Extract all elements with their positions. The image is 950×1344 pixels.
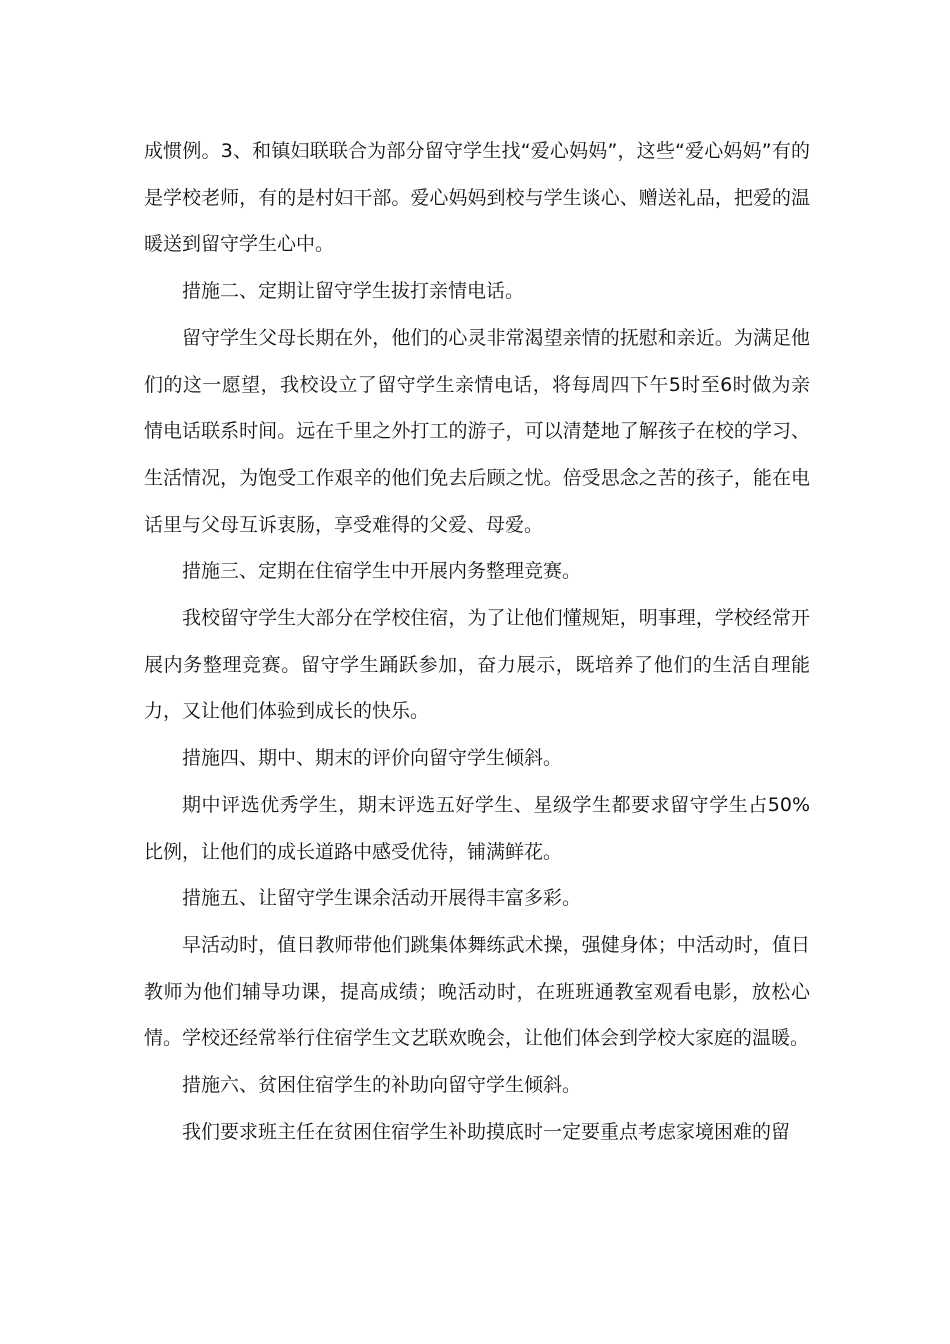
paragraph: 我校留守学生大部分在学校住宿，为了让他们懂规矩，明事理，学校经常开展内务整理竞赛。留守学生踊跃参加，奋力展示，既培养了他们的生活自理能力，又让他们体验到成长的快乐。	[144, 607, 810, 723]
measure-heading: 措施三、定期在住宿学生中开展内务整理竞赛。	[182, 560, 582, 583]
document-body	[144, 128, 810, 1155]
paragraph: 期中评选优秀学生，期末评选五好学生、星级学生都要求留守学生占50%比例，让他们的成长道路中感受优待，铺满鲜花。	[144, 793, 810, 863]
measure-heading: 措施五、让留守学生课余活动开展得丰富多彩。	[182, 887, 582, 910]
measure-heading: 措施六、贫困住宿学生的补助向留守学生倾斜。	[182, 1074, 582, 1097]
measure-heading: 措施二、定期让留守学生拔打亲情电话。	[182, 280, 525, 303]
measure-heading: 措施四、期中、期末的评价向留守学生倾斜。	[182, 747, 563, 770]
paragraph: 早活动时，值日教师带他们跳集体舞练武术操，强健身体；中活动时，值日教师为他们辅导功课，提高成绩；晚活动时，在班班通教室观看电影，放松心情。学校还经常举行住宿学生文艺联欢晚会，让他们体会到学校大家庭的温暖。	[144, 933, 810, 1050]
paragraph: 我们要求班主任在贫困住宿学生补助摸底时一定要重点考虑家境困难的留	[182, 1120, 791, 1143]
paragraph: 成惯例。3、和镇妇联联合为部分留守学生找“爱心妈妈”，这些“爱心妈妈”有的是学校老师，有的是村妇干部。爱心妈妈到校与学生谈心、赠送礼品，把爱的温暖送到留守学生心中。	[144, 140, 810, 256]
paragraph: 留守学生父母长期在外，他们的心灵非常渴望亲情的抚慰和亲近。为满足他们的这一愿望，我校设立了留守学生亲情电话，将每周四下午5时至6时做为亲情电话联系时间。远在千里之外打工的游子，可以清楚地了解孩子在校的学习、生活情况，为饱受工作艰辛的他们免去后顾之忧。倍受思念之苦的孩子，能在电话里与父母互诉衷肠，享受难得的父爱、母爱。	[144, 326, 810, 536]
